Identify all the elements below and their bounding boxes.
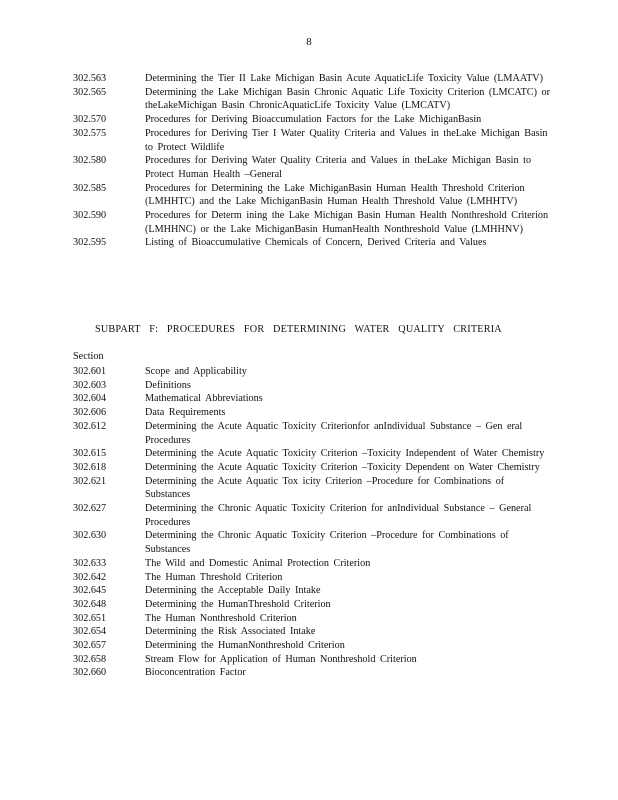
section-number: 302.658 <box>73 653 107 665</box>
toc-entry <box>73 529 553 556</box>
section-number: 302.603 <box>73 379 107 391</box>
toc-section-list-a <box>73 72 553 250</box>
toc-entry <box>73 598 553 612</box>
page-number: 8 <box>306 36 312 48</box>
toc-section-list-b <box>73 365 553 680</box>
toc-entry <box>73 571 553 585</box>
toc-entry <box>73 406 553 420</box>
toc-entry <box>73 502 553 529</box>
section-number: 302.627 <box>73 503 107 515</box>
section-number: 302.660 <box>73 667 107 679</box>
toc-entry <box>73 666 553 680</box>
toc-entry <box>73 182 553 209</box>
toc-entry <box>73 475 553 502</box>
section-number: 302.570 <box>73 114 107 126</box>
section-title: Determining the Acute Aquatic Toxicity Criterion –Toxicity Independent of Water Chemistry <box>145 448 545 460</box>
toc-entry <box>73 365 553 379</box>
section-number: 302.642 <box>73 571 107 583</box>
section-title: The Wild and Domestic Animal Protection Criterion <box>145 557 371 569</box>
section-title: Determining the HumanThreshold Criterion <box>145 598 331 610</box>
section-number: 302.621 <box>73 475 107 487</box>
section-title: Determining the HumanNonthreshold Criterion <box>145 640 345 652</box>
toc-entry <box>73 625 553 639</box>
section-title: Determining the Acute Aquatic Tox icity Criterion –Procedure for Combinations of Substances <box>145 475 505 501</box>
toc-entry <box>73 113 553 127</box>
section-number: 302.585 <box>73 182 107 194</box>
section-title: Definitions <box>145 379 191 391</box>
section-number: 302.618 <box>73 461 107 473</box>
toc-entry <box>73 209 553 236</box>
toc-entry <box>73 461 553 475</box>
section-title: The Human Nonthreshold Criterion <box>145 612 297 624</box>
subpart-heading: SUBPART F: PROCEDURES FOR DETERMINING WATER QUALITY CRITERIA <box>95 324 502 335</box>
section-title: Procedures for Determ ining the Lake Michigan Basin Human Health Nonthreshold Criterion (LMHHNC) or the Lake MichiganBasin HumanHealth Nonthreshold Value (LMHHNV) <box>145 210 549 235</box>
section-title: Procedures for Deriving Tier I Water Quality Criteria and Values in theLake Michigan Basin to Protect Wildlife <box>145 127 548 153</box>
section-number: 302.575 <box>73 127 107 139</box>
section-number: 302.630 <box>73 530 107 542</box>
section-title: Determining the Chronic Aquatic Toxicity Criterion –Procedure for Combinations of Substances <box>145 530 509 556</box>
toc-entry <box>73 653 553 667</box>
section-title: Determining the Risk Associated Intake <box>145 626 316 638</box>
toc-entry <box>73 557 553 571</box>
section-title: The Human Threshold Criterion <box>145 571 283 583</box>
section-title: Data Requirements <box>145 407 226 419</box>
toc-entry <box>73 379 553 393</box>
section-title: Scope and Applicability <box>145 366 247 377</box>
section-title: Bioconcentration Factor <box>145 667 246 679</box>
section-title: Determining the Acceptable Daily Intake <box>145 585 321 597</box>
toc-entry <box>73 612 553 626</box>
toc-entry <box>73 584 553 598</box>
section-number: 302.615 <box>73 448 107 460</box>
section-title: Mathematical Abbreviations <box>145 393 263 405</box>
section-number: 302.648 <box>73 598 107 610</box>
section-number: 302.604 <box>73 393 107 405</box>
toc-entry <box>73 154 553 181</box>
section-number: 302.565 <box>73 86 107 98</box>
toc-entry <box>73 392 553 406</box>
section-title: Procedures for Determining the Lake MichiganBasin Human Health Threshold Criterion (LMHHTC) and the Lake MichiganBasin Human Health Threshold Value (LMHHTV) <box>145 182 525 208</box>
section-label: Section <box>73 351 104 362</box>
section-title: Procedures for Deriving Water Quality Criteria and Values in theLake Michigan Basin to Protect Human Health –General <box>145 155 532 180</box>
section-title: Procedures for Deriving Bioaccumulation Factors for the Lake MichiganBasin <box>145 114 482 126</box>
section-number: 302.645 <box>73 585 107 597</box>
section-title: Listing of Bioaccumulative Chemicals of Concern, Derived Criteria and Values <box>145 237 487 249</box>
toc-entry <box>73 420 553 447</box>
section-title: Determining the Lake Michigan Basin Chronic Aquatic Life Toxicity Criterion (LMCATC) or theLakeMichigan Basin ChronicAquaticLife Toxicity Value (LMCATV) <box>145 86 551 112</box>
section-title: Determining the Tier II Lake Michigan Basin Acute AquaticLife Toxicity Value (LMAATV) <box>145 73 544 84</box>
toc-entry <box>73 127 553 154</box>
section-number: 302.580 <box>73 155 107 167</box>
section-title: Determining the Acute Aquatic Toxicity Criterion –Toxicity Dependent on Water Chemistry <box>145 461 540 473</box>
section-number: 302.657 <box>73 640 107 652</box>
section-number: 302.654 <box>73 626 107 638</box>
toc-entry <box>73 236 553 250</box>
toc-entry <box>73 639 553 653</box>
section-title: Stream Flow for Application of Human Nonthreshold Criterion <box>145 653 417 665</box>
section-number: 302.612 <box>73 420 107 432</box>
section-number: 302.563 <box>73 73 107 84</box>
toc-entry <box>73 447 553 461</box>
section-number: 302.651 <box>73 612 107 624</box>
toc-entry <box>73 86 553 113</box>
toc-entry <box>73 72 553 86</box>
section-number: 302.595 <box>73 237 107 249</box>
section-number: 302.606 <box>73 407 107 419</box>
section-title: Determining the Acute Aquatic Toxicity Criterionfor anIndividual Substance – Gen eral Procedures <box>145 420 523 446</box>
section-number: 302.601 <box>73 366 107 377</box>
section-title: Determining the Chronic Aquatic Toxicity Criterion for anIndividual Substance – General Procedures <box>145 503 532 528</box>
section-number: 302.633 <box>73 557 107 569</box>
section-number: 302.590 <box>73 210 107 222</box>
